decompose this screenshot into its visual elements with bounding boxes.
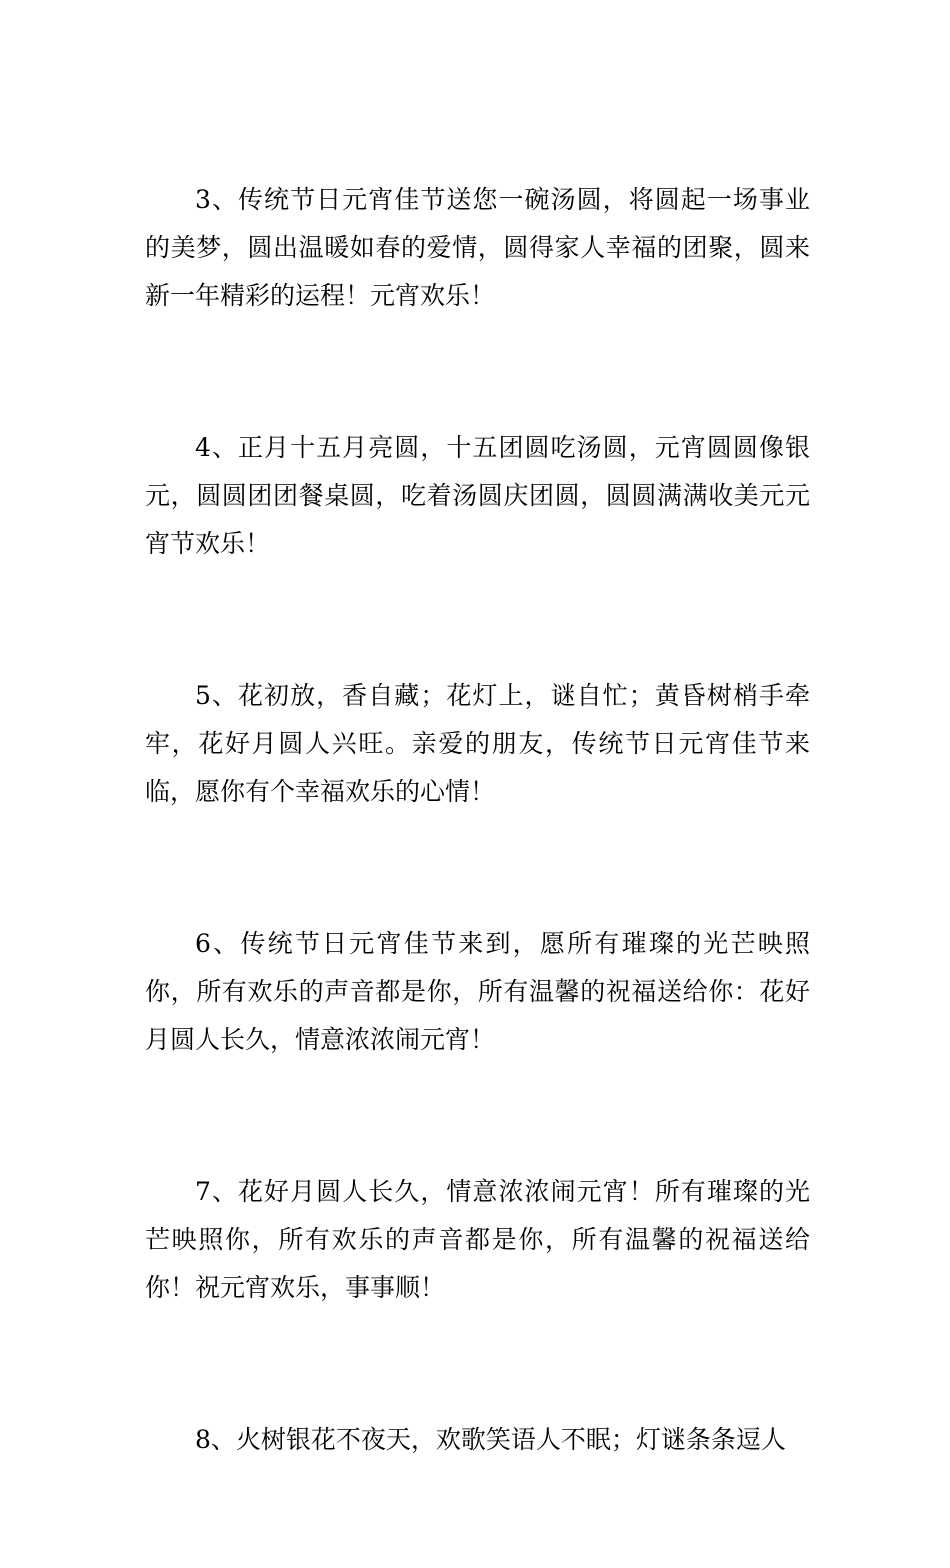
paragraph-4: 4、正月十五月亮圆，十五团圆吃汤圆，元宵圆圆像银元，圆圆团团餐桌圆，吃着汤圆庆团圆，圆圆满满收美元元宵节欢乐！ [145,433,810,558]
paragraph-6: 6、传统节日元宵佳节来到，愿所有璀璨的光芒映照你，所有欢乐的声音都是你，所有温馨的祝福送给你：花好月圆人长久，情意浓浓闹元宵！ [145,929,810,1054]
paragraph-8: 8、火树银花不夜天，欢歌笑语人不眠；灯谜条条逗人 [195,1425,786,1454]
paragraph-7: 7、花好月圆人长久，情意浓浓闹元宵！所有璀璨的光芒映照你，所有欢乐的声音都是你，所有温馨的祝福送给你！祝元宵欢乐，事事顺！ [145,1177,810,1302]
paragraph-3: 3、传统节日元宵佳节送您一碗汤圆，将圆起一场事业的美梦，圆出温暖如春的爱情，圆得家人幸福的团聚，圆来新一年精彩的运程！元宵欢乐！ [145,185,810,310]
paragraph-5: 5、花初放，香自藏；花灯上，谜自忙；黄昏树梢手牵牢，花好月圆人兴旺。亲爱的朋友，传统节日元宵佳节来临，愿你有个幸福欢乐的心情！ [145,681,810,806]
document-body [145,176,810,1568]
